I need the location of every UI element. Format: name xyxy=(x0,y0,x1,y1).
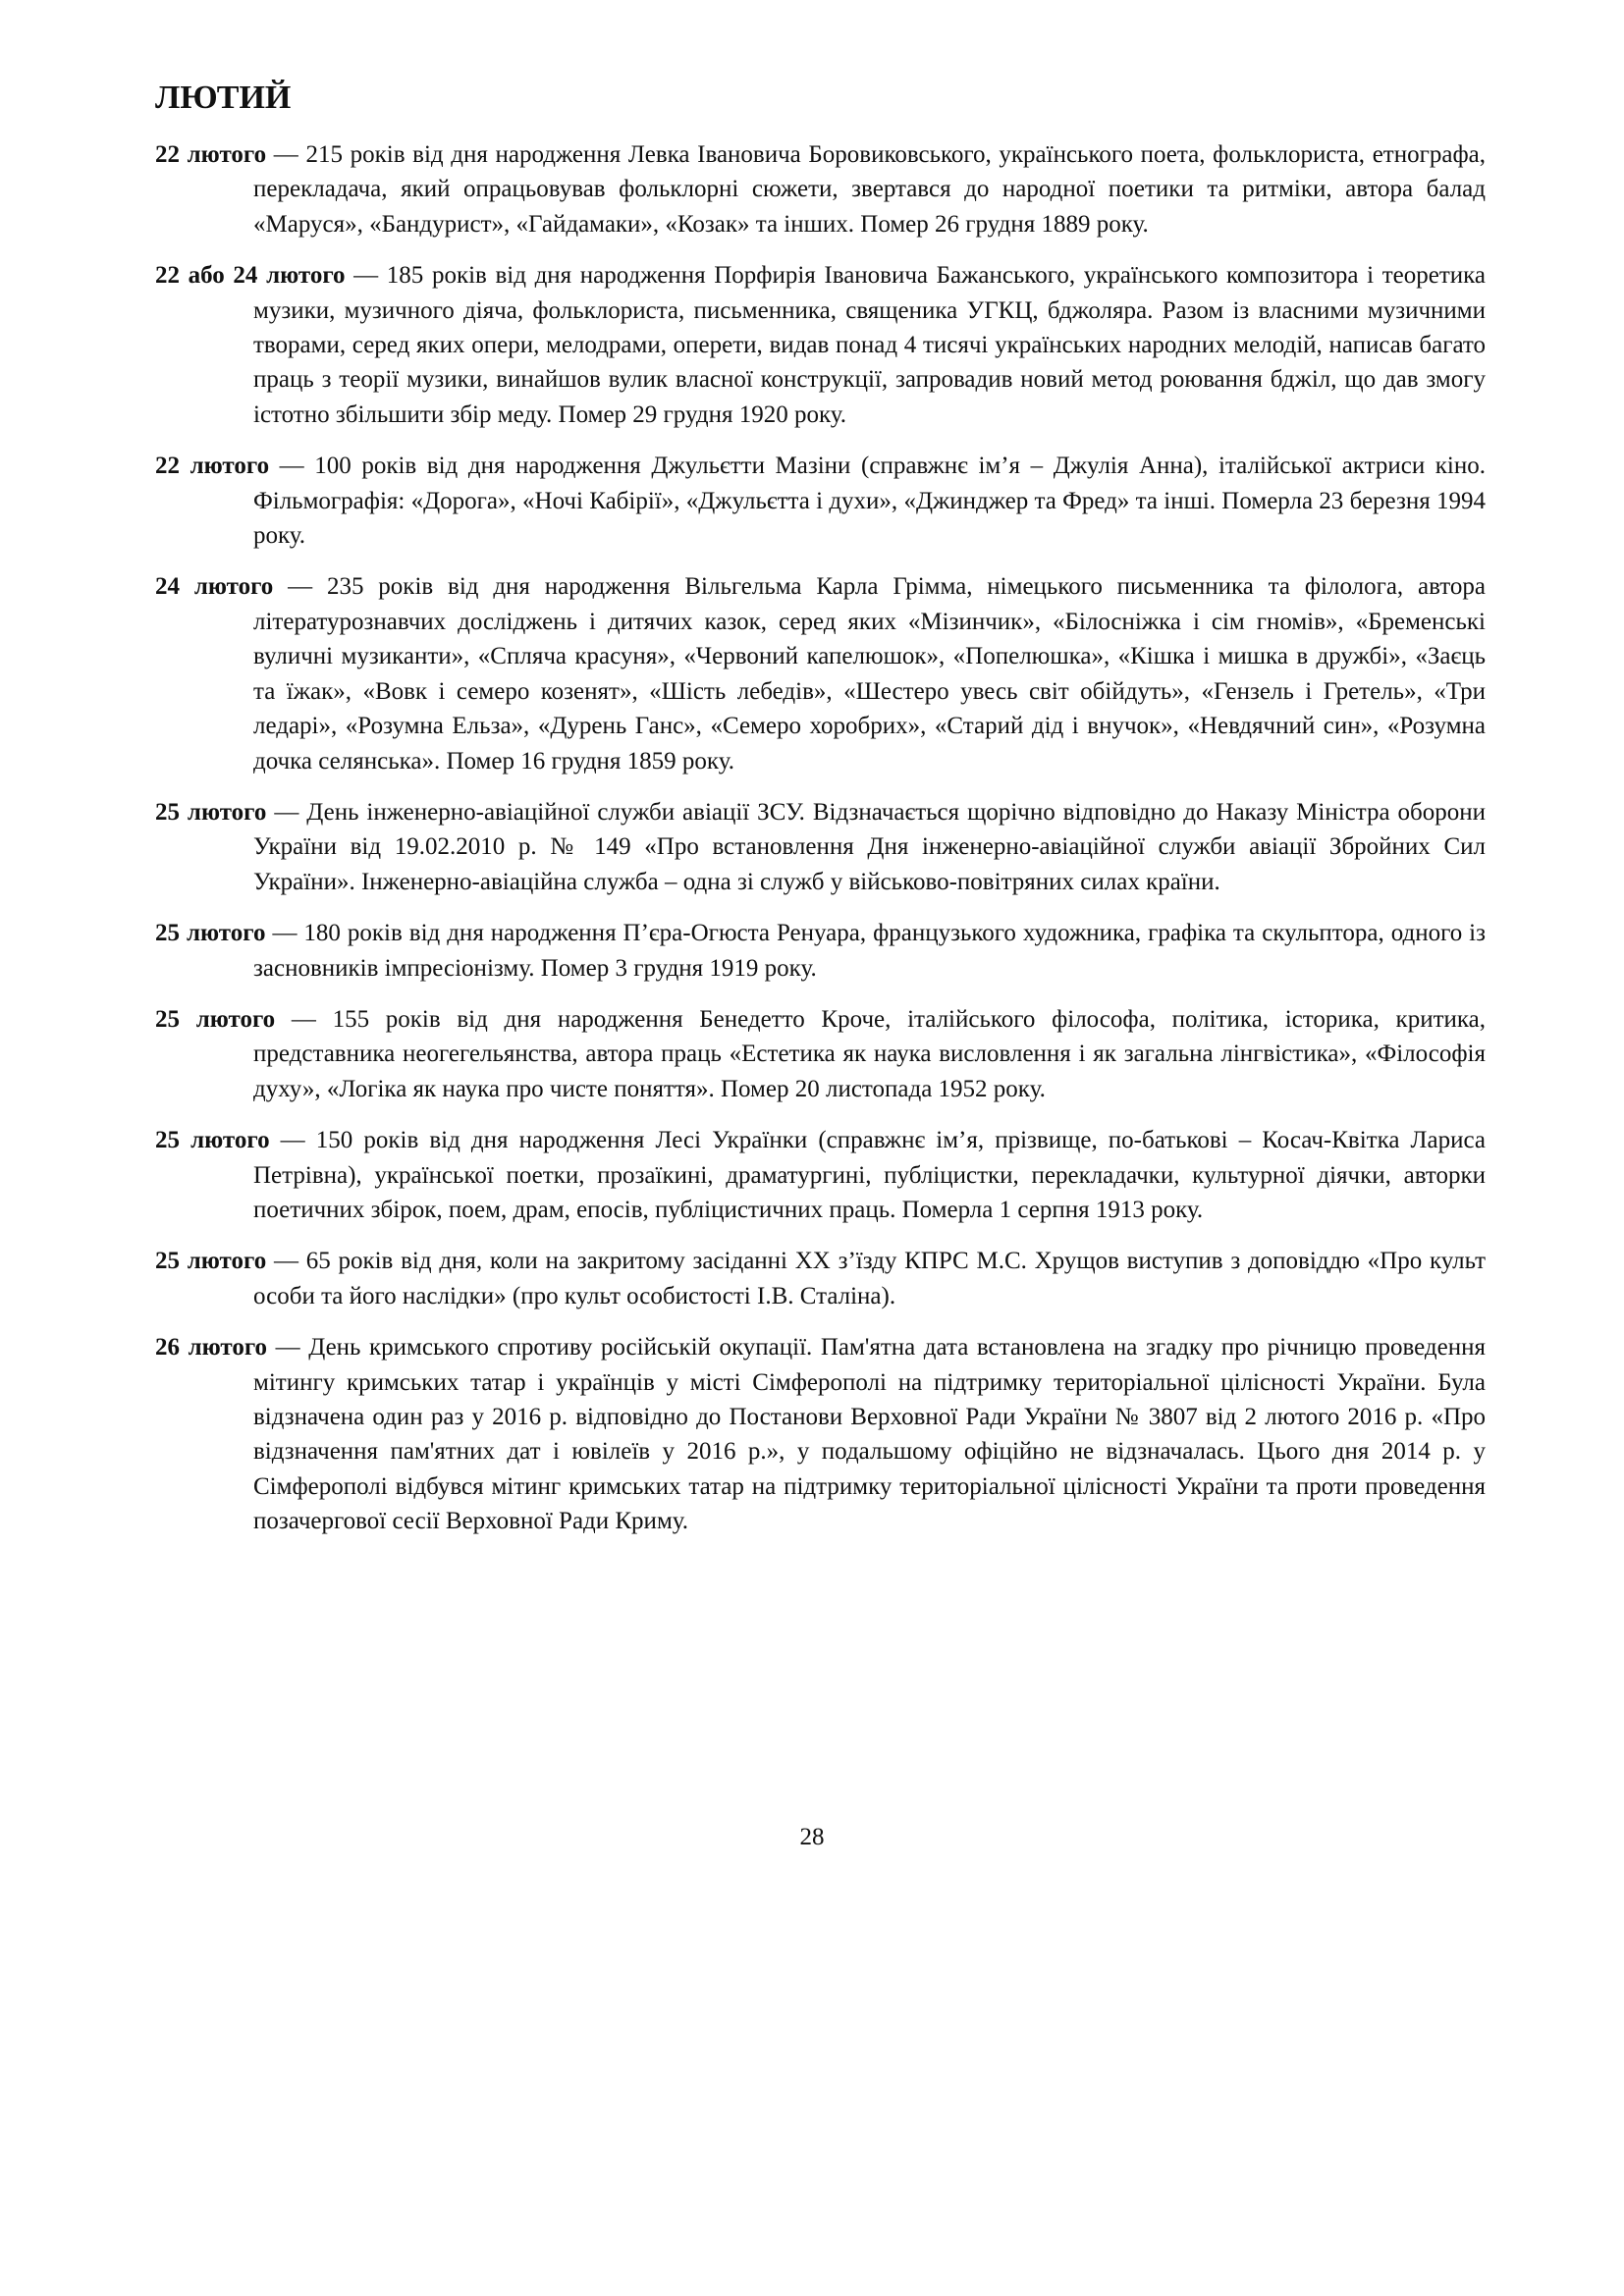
entry-text: — 235 років від дня народження Вільгельма Карла Грімма, німецького письменника та філолога, автора літературознавчих досліджень і дитячих казок, серед яких «Мізинчик», «Білосніжка і сім гномів», «Бременські вуличні музиканти», «Спляча красуня», «Червоний капелюшок», «Попелюшка», «Кішка і мишка в дружбі», «Заєць та їжак», «Вовк і семеро козенят», «Шість лебедів», «Шестеро увесь світ обійдуть», «Гензель і Гретель», «Три ледарі», «Розумна Ельза», «Дурень Ганс», «Семеро хоробрих», «Старий дід і внучок», «Невдячний син», «Розумна дочка селянська». Помер 16 грудня 1859 року. xyxy=(253,573,1486,774)
entry-date: 25 лютого xyxy=(155,1248,267,1275)
entry-date: 25 лютого xyxy=(155,1005,276,1033)
entry-date: 25 лютого xyxy=(155,1127,270,1154)
entry-text: — 100 років від дня народження Джульєтти Мазіни (справжнє ім’я – Джулія Анна), італійської актриси кіно. Фільмографія: «Дорога», «Ночі Кабірії», «Джульєтта і духи», «Джинджер та Фред» та інші. Померла 23 березня 1994 року. xyxy=(253,453,1487,550)
entry-text: — 180 років від дня народження П’єра-Огюста Ренуара, французького художника, графіка та скульптора, одного із засновників імпресіонізму. Помер 3 грудня 1919 року. xyxy=(253,920,1487,982)
entry-text: — 215 років від дня народження Левка Івановича Боровиковського, українського поета, фольклориста, етнографа, перекладача, який опрацьовував фольклорні сюжети, звертався до народної поетики та ритміки, автора балад «Маруся», «Бандурист», «Гайдамаки», «Козак» та інших. Помер 26 грудня 1889 року. xyxy=(253,141,1486,238)
entry-date: 22 лютого xyxy=(155,453,270,480)
calendar-entry xyxy=(155,449,1486,553)
entry-date: 25 лютого xyxy=(155,920,266,947)
calendar-entry xyxy=(155,1330,1486,1538)
calendar-entry xyxy=(155,1123,1486,1227)
calendar-entry xyxy=(155,569,1486,777)
entry-date: 26 лютого xyxy=(155,1334,268,1362)
entry-text: — 65 років від дня, коли на закритому засіданні ХХ з’їзду КПРС М.С. Хрущов виступив з доповіддю «Про культ особи та його наслідки» (про культ особистості І.В. Сталіна). xyxy=(253,1248,1486,1309)
entry-date: 22 лютого xyxy=(155,141,267,168)
page-number: 28 xyxy=(799,1824,825,1850)
entry-text: — 150 років від дня народження Лесі Українки (справжнє ім’я, прізвище, по-батькові – Косач-Квітка Лариса Петрівна), української поетки, прозаїкині, драматургині, публіцистки, перекладачки, культурної діячки, авторки поетичних збірок, поем, драм, епосів, публіцистичних праць. Померла 1 серпня 1913 року. xyxy=(253,1127,1486,1223)
entry-text: — День кримського спротиву російській окупації. Пам'ятна дата встановлена на згадку про річницю проведення мітингу кримських татар і українців у місті Сімферополі на підтримку територіальної цілісності України. Була відзначена один раз у 2016 р. відповідно до Постанови Верховної Ради України № 3807 від 2 лютого 2016 р. «Про відзначення пам'ятних дат і ювілеїв у 2016 р.», у подальшому офіційно не відзначалась. Цього дня 2014 р. у Сімферополі відбувся мітинг кримських татар на підтримку територіальної цілісності України та проти проведення позачергової сесії Верховної Ради Криму. xyxy=(253,1334,1487,1535)
calendar-entry xyxy=(155,137,1486,241)
entry-date: 24 лютого xyxy=(155,573,274,601)
entry-text: — День інженерно-авіаційної служби авіації ЗСУ. Відзначається щорічно відповідно до Наказу Міністра оборони України від 19.02.2010 р. № 149 «Про встановлення Дня інженерно-авіаційної служби авіації Збройних Сил України». Інженерно-авіаційна служба – одна зі служб у військово-повітряних силах країни. xyxy=(253,798,1486,895)
month-heading: ЛЮТИЙ xyxy=(155,80,292,116)
entry-text: — 185 років від дня народження Порфирія Івановича Бажанського, українського композитора і теоретика музики, музичного діяча, фольклориста, письменника, священика УГКЦ, бджоляра. Разом із власними музичними творами, серед яких опери, мелодрами, оперети, видав понад 4 тисячі українських народних мелодій, написав багато праць з теорії музики, винайшов вулик власної конструкції, запровадив новий метод роювання бджіл, що дав змогу істотно збільшити збір меду. Помер 29 грудня 1920 року. xyxy=(253,262,1486,428)
calendar-entry xyxy=(155,795,1486,899)
entry-text: — 155 років від дня народження Бенедетто Кроче, італійського філософа, політика, історика, критика, представника неогегельянства, автора праць «Естетика як наука висловлення і як загальна лінгвістика», «Філософія духу», «Логіка як наука про чисте поняття». Помер 20 листопада 1952 року. xyxy=(253,1005,1487,1102)
document-page xyxy=(155,77,1486,1556)
calendar-entries xyxy=(155,137,1486,1539)
calendar-entry xyxy=(155,1002,1486,1106)
calendar-entry xyxy=(155,258,1486,432)
entry-date: 22 або 24 лютого xyxy=(155,262,346,290)
calendar-entry xyxy=(155,916,1486,986)
entry-date: 25 лютого xyxy=(155,798,267,826)
calendar-entry xyxy=(155,1244,1486,1313)
